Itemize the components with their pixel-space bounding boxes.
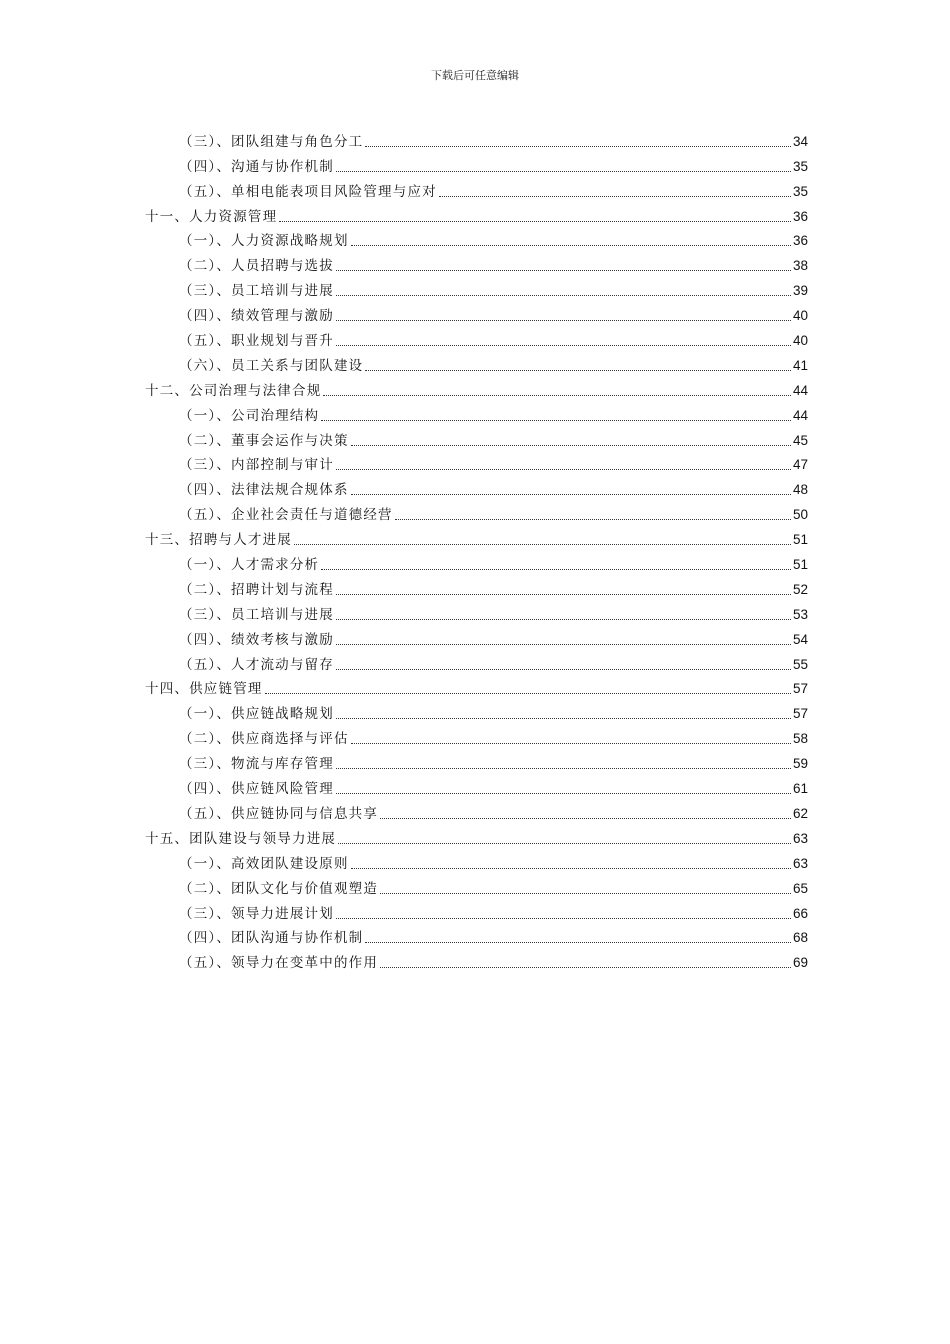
toc-dot-leader: [336, 618, 791, 620]
toc-page-number: 68: [792, 930, 808, 946]
toc-entry-title: （三）、领导力进展计划: [179, 905, 334, 922]
toc-page-number: 57: [792, 706, 808, 722]
toc-dot-leader: [365, 145, 791, 147]
toc-entry-title: （四）、法律法规合规体系: [179, 482, 349, 499]
toc-entry-title: （四）、沟通与协作机制: [179, 158, 334, 175]
toc-dot-leader: [351, 244, 791, 246]
toc-section-entry[interactable]: [145, 474, 808, 499]
toc-entry-title: （四）、绩效考核与激励: [179, 631, 334, 648]
toc-dot-leader: [338, 842, 791, 844]
toc-section-entry[interactable]: [145, 176, 808, 201]
toc-section-entry[interactable]: [145, 126, 808, 151]
toc-entry-title: 十三、招聘与人才进展: [145, 532, 292, 549]
toc-dot-leader: [321, 568, 791, 570]
toc-dot-leader: [336, 170, 791, 172]
toc-section-entry[interactable]: [145, 499, 808, 524]
toc-page-number: 35: [792, 183, 808, 199]
toc-entry-title: （二）、供应商选择与评估: [179, 731, 349, 748]
toc-entry-title: （三）、员工培训与进展: [179, 606, 334, 623]
toc-dot-leader: [439, 195, 791, 197]
toc-page-number: 58: [792, 731, 808, 747]
toc-entry-title: （一）、公司治理结构: [179, 407, 320, 424]
toc-entry-title: （一）、供应链战略规划: [179, 706, 334, 723]
toc-section-entry[interactable]: [145, 226, 808, 251]
toc-section-entry[interactable]: [145, 400, 808, 425]
toc-dot-leader: [336, 717, 791, 719]
toc-page-number: 35: [792, 158, 808, 174]
toc-section-entry[interactable]: [145, 947, 808, 972]
toc-section-entry[interactable]: [145, 300, 808, 325]
toc-chapter-entry[interactable]: [145, 201, 808, 226]
toc-page-number: 52: [792, 581, 808, 597]
toc-entry-title: （一）、高效团队建设原则: [179, 855, 349, 872]
toc-page-number: 40: [792, 333, 808, 349]
toc-entry-title: （五）、人才流动与留存: [179, 656, 334, 673]
toc-page-number: 62: [792, 805, 808, 821]
toc-dot-leader: [336, 269, 791, 271]
toc-page-number: 63: [792, 830, 808, 846]
toc-dot-leader: [336, 668, 791, 670]
toc-chapter-entry[interactable]: [145, 524, 808, 549]
toc-entry-title: 十一、人力资源管理: [145, 208, 278, 225]
toc-section-entry[interactable]: [145, 873, 808, 898]
toc-dot-leader: [380, 892, 791, 894]
toc-dot-leader: [336, 917, 791, 919]
toc-page-number: 55: [792, 656, 808, 672]
toc-entry-title: 十二、公司治理与法律合规: [145, 382, 322, 399]
toc-dot-leader: [351, 867, 791, 869]
toc-dot-leader: [351, 444, 791, 446]
toc-page-number: 65: [792, 880, 808, 896]
toc-dot-leader: [336, 344, 791, 346]
toc-dot-leader: [380, 817, 791, 819]
toc-dot-leader: [380, 966, 791, 968]
toc-page-number: 38: [792, 258, 808, 274]
toc-page-number: 36: [792, 233, 808, 249]
toc-entry-title: （五）、供应链协同与信息共享: [179, 805, 379, 822]
toc-dot-leader: [365, 941, 791, 943]
toc-entry-title: （四）、绩效管理与激励: [179, 308, 334, 325]
toc-section-entry[interactable]: [145, 325, 808, 350]
toc-dot-leader: [336, 792, 791, 794]
toc-dot-leader: [336, 468, 791, 470]
toc-entry-title: （五）、领导力在变革中的作用: [179, 955, 379, 972]
toc-chapter-entry[interactable]: [145, 823, 808, 848]
toc-dot-leader: [336, 294, 791, 296]
toc-entry-title: （三）、内部控制与审计: [179, 457, 334, 474]
toc-section-entry[interactable]: [145, 723, 808, 748]
toc-entry-title: （二）、人员招聘与选拔: [179, 258, 334, 275]
toc-dot-leader: [279, 220, 791, 222]
toc-section-entry[interactable]: [145, 574, 808, 599]
toc-page-number: 54: [792, 631, 808, 647]
toc-chapter-entry[interactable]: [145, 375, 808, 400]
toc-entry-title: （三）、团队组建与角色分工: [179, 133, 364, 150]
toc-page-number: 61: [792, 781, 808, 797]
toc-entry-title: （三）、员工培训与进展: [179, 283, 334, 300]
toc-page-number: 44: [792, 382, 808, 398]
toc-page-number: 48: [792, 482, 808, 498]
page-header: 下载后可任意编辑: [431, 69, 519, 82]
toc-entry-title: （二）、董事会运作与决策: [179, 432, 349, 449]
toc-page-number: 36: [792, 208, 808, 224]
toc-page-number: 59: [792, 756, 808, 772]
toc-page-number: 40: [792, 308, 808, 324]
toc-entry-title: （五）、单相电能表项目风险管理与应对: [179, 183, 437, 200]
toc-section-entry[interactable]: [145, 773, 808, 798]
toc-page-number: 51: [792, 532, 808, 548]
toc-entry-title: （二）、招聘计划与流程: [179, 581, 334, 598]
toc-entry-title: （六）、员工关系与团队建设: [179, 357, 364, 374]
toc-page-number: 66: [792, 905, 808, 921]
toc-section-entry[interactable]: [145, 748, 808, 773]
toc-section-entry[interactable]: [145, 549, 808, 574]
toc-entry-title: （二）、团队文化与价值观塑造: [179, 880, 379, 897]
toc-dot-leader: [351, 493, 791, 495]
toc-dot-leader: [294, 543, 791, 545]
toc-page-number: 50: [792, 507, 808, 523]
toc-section-entry[interactable]: [145, 151, 808, 176]
toc-section-entry[interactable]: [145, 923, 808, 948]
toc-entry-title: （三）、物流与库存管理: [179, 756, 334, 773]
toc-dot-leader: [336, 593, 791, 595]
toc-section-entry[interactable]: [145, 275, 808, 300]
toc-dot-leader: [336, 319, 791, 321]
toc-entry-title: （四）、团队沟通与协作机制: [179, 930, 364, 947]
toc-section-entry[interactable]: [145, 425, 808, 450]
toc-dot-leader: [321, 419, 791, 421]
toc-section-entry[interactable]: [145, 848, 808, 873]
toc-entry-title: 十五、团队建设与领导力进展: [145, 830, 337, 847]
toc-dot-leader: [395, 518, 791, 520]
toc-page-number: 47: [792, 457, 808, 473]
toc-page-number: 44: [792, 407, 808, 423]
toc-dot-leader: [351, 742, 791, 744]
toc-dot-leader: [265, 692, 791, 694]
toc-page-number: 69: [792, 955, 808, 971]
toc-page-number: 39: [792, 283, 808, 299]
toc-entry-title: 十四、供应链管理: [145, 681, 263, 698]
toc-page-number: 57: [792, 681, 808, 697]
toc-dot-leader: [336, 767, 791, 769]
toc-section-entry[interactable]: [145, 898, 808, 923]
toc-entry-title: （一）、人力资源战略规划: [179, 233, 349, 250]
toc-entry-title: （一）、人才需求分析: [179, 557, 320, 574]
toc-page-number: 41: [792, 357, 808, 373]
toc-entry-title: （五）、职业规划与晋升: [179, 333, 334, 350]
toc-dot-leader: [365, 369, 791, 371]
toc-entry-title: （五）、企业社会责任与道德经营: [179, 507, 393, 524]
toc-section-entry[interactable]: [145, 698, 808, 723]
toc-page-number: 51: [792, 557, 808, 573]
toc-page-number: 63: [792, 855, 808, 871]
toc-page-number: 45: [792, 432, 808, 448]
toc-section-entry[interactable]: [145, 250, 808, 275]
toc-dot-leader: [336, 643, 791, 645]
toc-section-entry[interactable]: [145, 350, 808, 375]
toc-section-entry[interactable]: [145, 599, 808, 624]
toc-chapter-entry[interactable]: [145, 674, 808, 699]
table-of-contents: [145, 126, 808, 972]
toc-page-number: 53: [792, 606, 808, 622]
toc-section-entry[interactable]: [145, 798, 808, 823]
toc-section-entry[interactable]: [145, 649, 808, 674]
toc-section-entry[interactable]: [145, 624, 808, 649]
toc-entry-title: （四）、供应链风险管理: [179, 781, 334, 798]
toc-dot-leader: [323, 394, 791, 396]
toc-section-entry[interactable]: [145, 450, 808, 475]
toc-page-number: 34: [792, 133, 808, 149]
